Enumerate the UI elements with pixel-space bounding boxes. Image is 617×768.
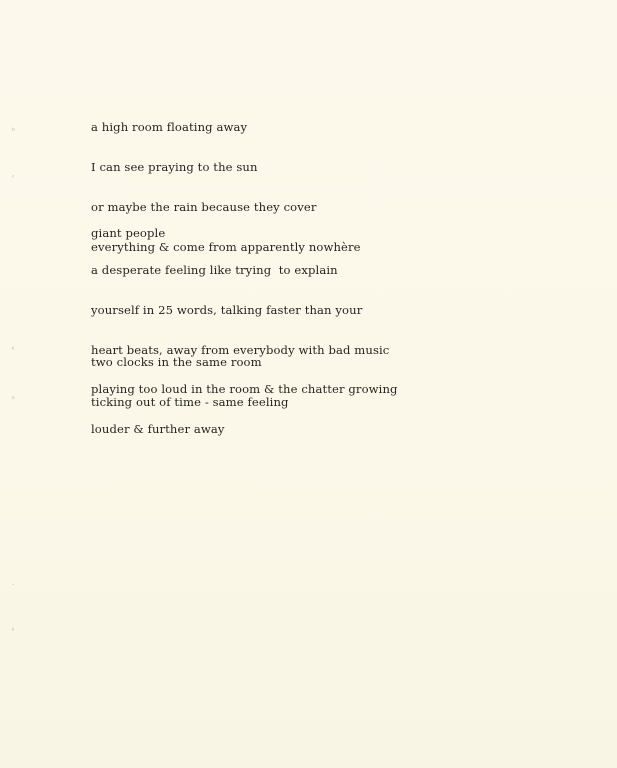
poem-line: I can see praying to the sun: [91, 160, 258, 175]
poem-line: a high room floating away: [91, 120, 248, 135]
margin-mark: ᶜ: [12, 174, 15, 182]
margin-mark: ᵏ: [12, 346, 15, 354]
margin-mark: ᵉ: [12, 395, 15, 403]
stanza-5: [91, 330, 289, 436]
margin-mark: ·: [12, 581, 15, 589]
margin-mark: ᵏ: [12, 627, 15, 635]
poem-line: playing too loud in the room & the chatter growing: [91, 382, 398, 397]
margin-mark: ᵇ: [12, 127, 15, 135]
poem-line: louder & further away: [91, 421, 225, 436]
poem-line: giant people: [91, 226, 166, 241]
poem-line: a desperate feeling like trying to explain: [91, 263, 338, 278]
poem-line: or maybe the rain because they cover: [91, 200, 317, 215]
poem-line: two clocks in the same room: [91, 355, 262, 370]
poem-line: heart beats, away from everybody with bad music: [91, 342, 390, 357]
poem-line: everything & come from apparently nowhère: [91, 239, 361, 254]
poem-line: yourself in 25 words, talking faster than your: [91, 303, 363, 318]
poem-line: ticking out of time - same feeling: [91, 395, 289, 410]
